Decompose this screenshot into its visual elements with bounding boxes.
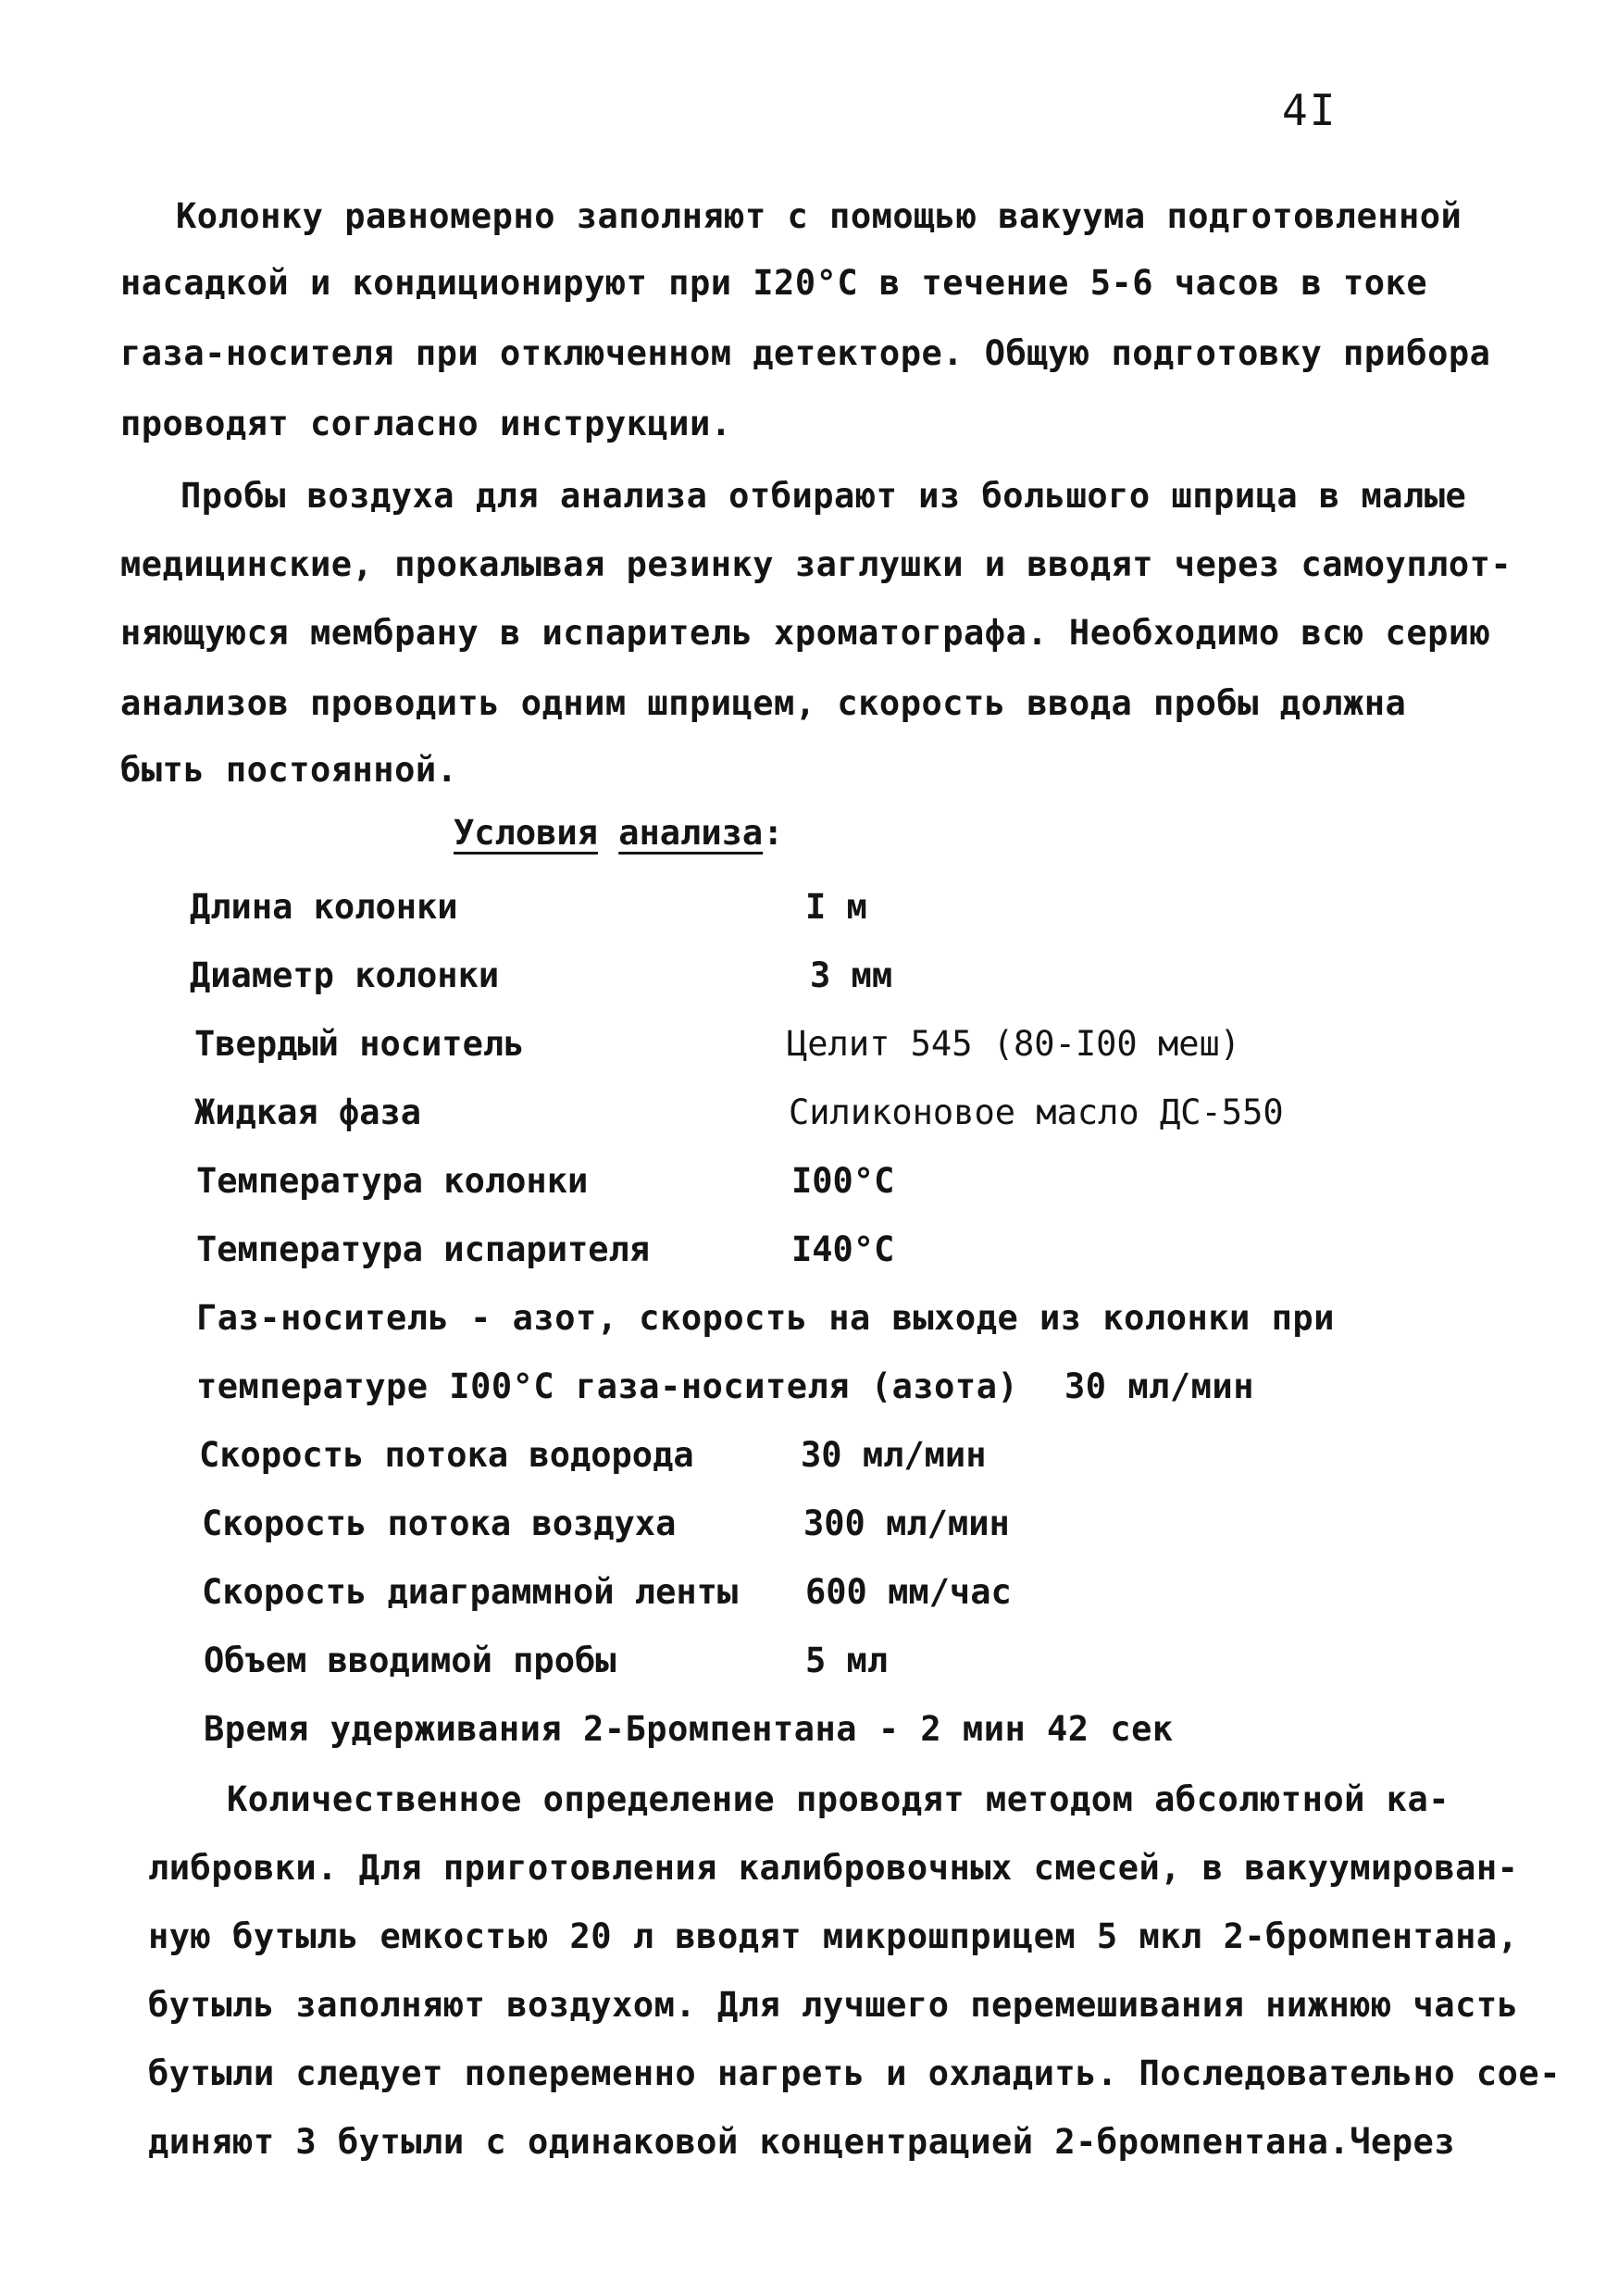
paragraph3-line: бутыли следует попеременно нагреть и охладить. Последовательно сое-: [148, 2053, 1561, 2093]
carrier-gas-line: температуре I00°C газа-носителя (азота): [196, 1366, 1019, 1406]
carrier-gas-line: Газ-носитель - азот, скорость на выходе из колонки при: [196, 1298, 1335, 1338]
paragraph3-line: ную бутыль емкостью 20 л вводят микрошприцем 5 мкл 2-бромпентана,: [148, 1916, 1519, 1956]
flow-value: 300 мл/мин: [803, 1504, 1010, 1543]
paragraph1-line: насадкой и кондиционируют при I20°C в течение 5-6 часов в токе: [120, 263, 1428, 303]
condition-value: Целит 545 (80-I00 меш): [787, 1024, 1241, 1064]
paragraph2-line: медицинские, прокалывая резинку заглушки и вводят через самоуплот-: [120, 544, 1512, 584]
condition-value: 3 мм: [810, 955, 893, 995]
paragraph1-line: Колонку равномерно заполняют с помощью вакуума подготовленной: [176, 196, 1462, 236]
flow-label: Объем вводимой пробы: [204, 1641, 616, 1680]
condition-value: I м: [805, 887, 867, 927]
flow-label: Скорость потока воздуха: [202, 1504, 677, 1543]
paragraph2-line: няющуюся мембрану в испаритель хроматографа. Необходимо всю серию: [120, 613, 1491, 653]
flow-label: Скорость диаграммной ленты: [202, 1572, 739, 1612]
paragraph2-line: анализов проводить одним шприцем, скорость ввода пробы должна: [120, 683, 1407, 723]
heading-word: Условия: [454, 813, 598, 853]
page-number: 4I: [1282, 85, 1338, 135]
paragraph1-line: газа-носителя при отключенном детекторе. Общую подготовку прибора: [120, 333, 1491, 373]
flow-value: 5 мл: [805, 1641, 889, 1680]
carrier-gas-value: 30 мл/мин: [1064, 1366, 1254, 1406]
condition-value: I00°C: [791, 1161, 895, 1201]
paragraph3-line: либровки. Для приготовления калибровочных смесей, в вакуумирован-: [148, 1848, 1519, 1888]
paragraph3-line: диняют 3 бутыли с одинаковой концентрацией 2-бромпентана.Через: [148, 2122, 1456, 2162]
paragraph1-line: проводят согласно инструкции.: [120, 404, 732, 443]
flow-label: Скорость потока водорода: [199, 1435, 694, 1475]
flow-value: 30 мл/мин: [801, 1435, 987, 1475]
condition-label: Твердый носитель: [194, 1024, 525, 1064]
condition-label: Температура испарителя: [196, 1229, 651, 1269]
paragraph3-line: Количественное определение проводят методом абсолютной ка-: [227, 1779, 1450, 1819]
condition-value: I40°C: [791, 1229, 895, 1269]
conditions-heading: [454, 813, 783, 853]
retention-time: Время удерживания 2-Бромпентана - 2 мин 42 сек: [204, 1709, 1174, 1749]
condition-label: Температура колонки: [196, 1161, 589, 1201]
flow-value: 600 мм/час: [805, 1572, 1012, 1612]
condition-label: Длина колонки: [190, 887, 458, 927]
heading-word: анализа: [618, 813, 764, 853]
condition-value: Силиконовое масло ДС-550: [789, 1092, 1284, 1132]
paragraph2-line: быть постоянной.: [120, 750, 458, 790]
condition-label: Жидкая фаза: [194, 1092, 422, 1132]
paragraph2-line: Пробы воздуха для анализа отбирают из большого шприца в малые: [180, 476, 1467, 516]
heading-suffix: :: [763, 813, 784, 853]
condition-label: Диаметр колонки: [190, 955, 500, 995]
paragraph3-line: бутыль заполняют воздухом. Для лучшего перемешивания нижнюю часть: [148, 1985, 1519, 2025]
